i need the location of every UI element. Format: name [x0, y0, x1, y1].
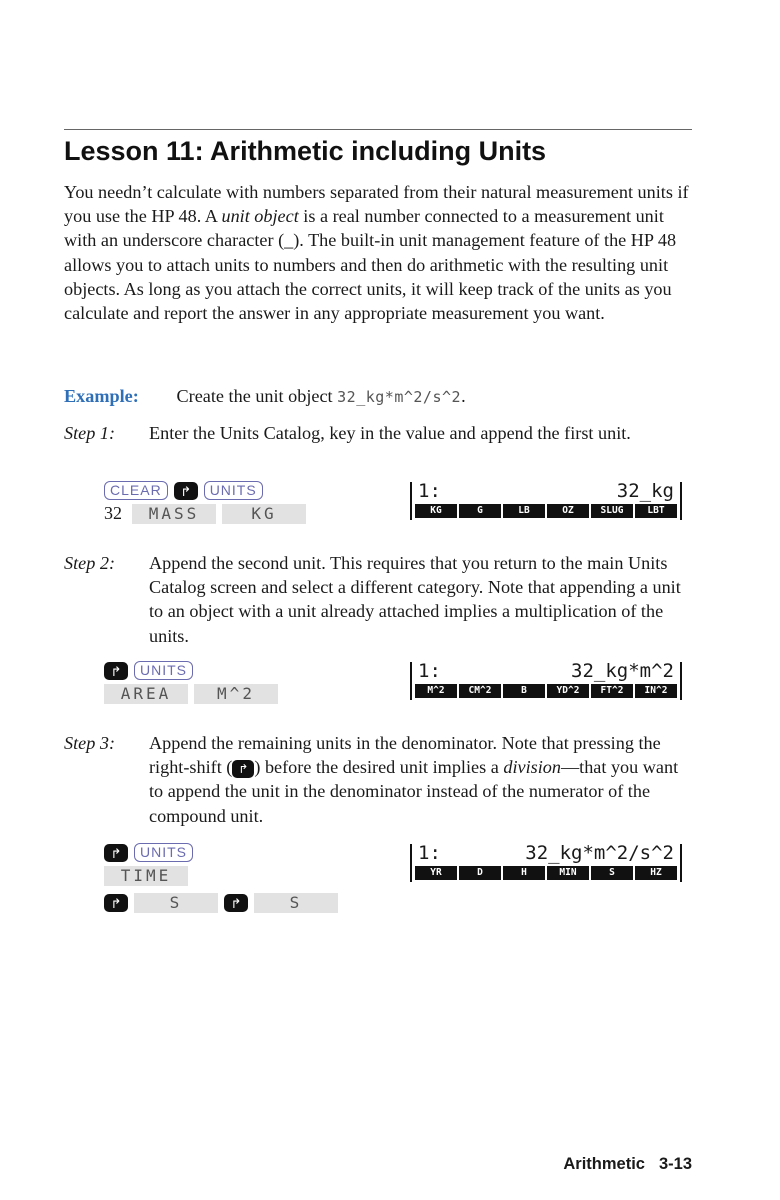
step3-keys-row3 [104, 893, 338, 913]
units-key[interactable]: UNITS [134, 661, 193, 680]
menu-item: MIN [547, 866, 589, 880]
step1-screen [410, 482, 682, 520]
clear-key[interactable]: CLEAR [104, 481, 168, 500]
menu-item: M^2 [415, 684, 457, 698]
menu-item: HZ [635, 866, 677, 880]
right-shift-key-icon[interactable]: ↱ [104, 662, 128, 680]
page-footer [563, 1155, 692, 1174]
menu-item: OZ [547, 504, 589, 518]
softkey-mass[interactable]: MASS [132, 504, 216, 524]
screen-menu [415, 684, 677, 698]
screen-menu [415, 866, 677, 880]
menu-item: H [503, 866, 545, 880]
top-rule [64, 129, 692, 130]
menu-item: CM^2 [459, 684, 501, 698]
screen-menu [415, 504, 677, 518]
step3-text-a: Append the remaining units in the denominator. Note that pressing the right-shift ( [149, 733, 661, 778]
step2-text: Append the second unit. This requires that you return to the main Units Catalog screen and select a different category. Note that appending a unit to an object with a unit already attached implies a multiplication of the units. [149, 553, 681, 646]
softkey-s[interactable]: S [134, 893, 218, 913]
number-entry: 32 [104, 503, 122, 523]
menu-item: YD^2 [547, 684, 589, 698]
footer-page-number: 3-13 [658, 1155, 692, 1173]
lesson-title: Lesson 11: Arithmetic including Units [64, 136, 547, 166]
step1-label: Step 1: [64, 423, 116, 443]
step3-text-b: ) before the desired unit implies a [254, 757, 504, 778]
step1-keys-row1 [104, 481, 263, 500]
softkey-time[interactable]: TIME [104, 866, 188, 886]
menu-item: IN^2 [635, 684, 677, 698]
right-shift-key-icon: ↱ [232, 760, 254, 778]
step3-text [149, 731, 694, 828]
softkey-s[interactable]: S [254, 893, 338, 913]
step3-label: Step 3: [64, 733, 116, 753]
menu-item: G [459, 504, 501, 518]
units-key[interactable]: UNITS [204, 481, 263, 500]
menu-item: S [591, 866, 633, 880]
step2-keys-row2 [104, 684, 278, 704]
right-shift-key-icon[interactable]: ↱ [104, 844, 128, 862]
softkey-kg[interactable]: KG [222, 504, 306, 524]
example-object: 32_kg*m^2/s^2 [337, 388, 462, 406]
menu-item: LBT [635, 504, 677, 518]
example-label: Example: [64, 386, 139, 406]
right-shift-key-icon[interactable]: ↱ [174, 482, 198, 500]
step1-text: Enter the Units Catalog, key in the value and append the first unit. [149, 423, 631, 443]
right-shift-key-icon[interactable]: ↱ [104, 894, 128, 912]
intro-text-2: is a real number connected to a measurement unit with an underscore character (_). The built-in unit management feature of the HP 48 allows you to attach units to numbers and then do arithmetic with the resulting unit objects. As long as you attach the correct units, it will keep track of the units as you calculate and report the answer in any appropriate measurement you want. [64, 206, 677, 324]
step3-keys-row1 [104, 843, 193, 862]
softkey-area[interactable]: AREA [104, 684, 188, 704]
intro-emphasis: unit object [221, 206, 299, 227]
stack-value: 32_kg*m^2 [571, 660, 674, 682]
example-text: Create the unit object [176, 386, 333, 406]
menu-item: LB [503, 504, 545, 518]
example-line [64, 384, 466, 409]
units-key[interactable]: UNITS [134, 843, 193, 862]
step3-screen [410, 844, 682, 882]
step2-keys-row1 [104, 661, 193, 680]
softkey-m2[interactable]: M^2 [194, 684, 278, 704]
menu-item: B [503, 684, 545, 698]
menu-item: YR [415, 866, 457, 880]
footer-section: Arithmetic [563, 1155, 645, 1173]
stack-level: 1: [418, 660, 441, 682]
intro-text-1: You needn’t calculate with numbers separated from their natural measurement units if you use the HP 48. A [64, 182, 689, 227]
stack-level: 1: [418, 480, 441, 502]
step3-keys-row2 [104, 866, 188, 886]
stack-level: 1: [418, 842, 441, 864]
step3-emphasis: division [503, 757, 561, 778]
step2-label: Step 2: [64, 553, 116, 573]
stack-value: 32_kg [616, 480, 674, 502]
step3-text-c: —that you want to append the unit in the denominator instead of the numerator of the compound unit. [149, 757, 679, 826]
step1-keys-row2 [104, 503, 306, 524]
menu-item: D [459, 866, 501, 880]
menu-item: FT^2 [591, 684, 633, 698]
intro-paragraph [64, 180, 694, 325]
menu-item: KG [415, 504, 457, 518]
step2-screen [410, 662, 682, 700]
right-shift-key-icon[interactable]: ↱ [224, 894, 248, 912]
menu-item: SLUG [591, 504, 633, 518]
example-period: . [461, 386, 466, 406]
stack-value: 32_kg*m^2/s^2 [525, 842, 674, 864]
